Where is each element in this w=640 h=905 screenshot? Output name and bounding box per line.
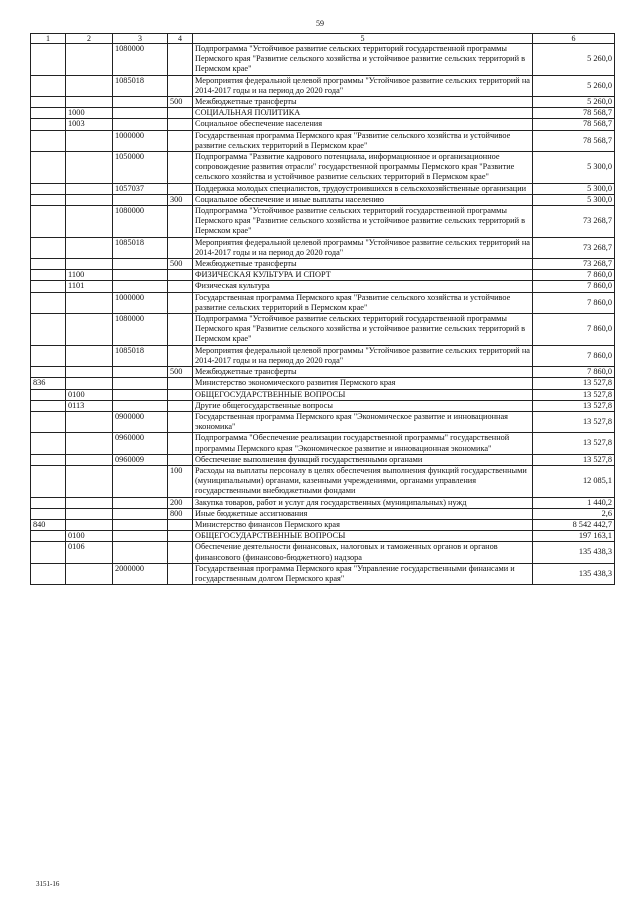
ministry-code-cell bbox=[31, 97, 66, 108]
ministry-code-cell bbox=[31, 270, 66, 281]
expense-type-cell: 300 bbox=[168, 194, 193, 205]
expense-type-cell: 200 bbox=[168, 497, 193, 508]
amount-cell: 197 163,1 bbox=[533, 531, 615, 542]
table-row bbox=[31, 119, 615, 130]
target-article-cell: 1085018 bbox=[113, 237, 168, 258]
section-code-cell: 1101 bbox=[66, 281, 113, 292]
expense-type-cell bbox=[168, 237, 193, 258]
target-article-cell bbox=[113, 108, 168, 119]
section-code-cell bbox=[66, 44, 113, 76]
target-article-cell: 1080000 bbox=[113, 314, 168, 346]
target-article-cell bbox=[113, 97, 168, 108]
item-name-cell: Межбюджетные трансферты bbox=[193, 367, 533, 378]
table-row bbox=[31, 367, 615, 378]
table-row bbox=[31, 433, 615, 454]
amount-cell: 8 542 442,7 bbox=[533, 519, 615, 530]
item-name-cell: ФИЗИЧЕСКАЯ КУЛЬТУРА И СПОРТ bbox=[193, 270, 533, 281]
amount-cell: 13 527,8 bbox=[533, 389, 615, 400]
item-name-cell: Мероприятия федеральной целевой программы "Устойчивое развитие сельских территорий на 2014-2017 годы и на период до 2020 года" bbox=[193, 237, 533, 258]
ministry-code-cell bbox=[31, 130, 66, 151]
item-name-cell: Обеспечение выполнения функций государственными органами bbox=[193, 454, 533, 465]
ministry-code-cell bbox=[31, 389, 66, 400]
section-code-cell bbox=[66, 183, 113, 194]
footer-doc-code: 3151-16 bbox=[36, 880, 60, 888]
item-name-cell: Межбюджетные трансферты bbox=[193, 97, 533, 108]
table-row bbox=[31, 108, 615, 119]
section-code-cell bbox=[66, 465, 113, 497]
target-article-cell bbox=[113, 400, 168, 411]
ministry-code-cell: 836 bbox=[31, 378, 66, 389]
table-row bbox=[31, 465, 615, 497]
table-row bbox=[31, 270, 615, 281]
ministry-code-cell bbox=[31, 400, 66, 411]
ministry-code-cell bbox=[31, 454, 66, 465]
expense-type-cell: 800 bbox=[168, 508, 193, 519]
header-col-2: 2 bbox=[66, 34, 113, 44]
amount-cell: 12 085,1 bbox=[533, 465, 615, 497]
ministry-code-cell bbox=[31, 433, 66, 454]
item-name-cell: Мероприятия федеральной целевой программы "Устойчивое развитие сельских территорий на 2014-2017 годы и на период до 2020 года" bbox=[193, 345, 533, 366]
target-article-cell bbox=[113, 119, 168, 130]
ministry-code-cell bbox=[31, 314, 66, 346]
item-name-cell: Расходы на выплаты персоналу в целях обеспечения выполнения функций государственными (муниципальными) органами, казенными учреждениями, органами управления государственными внебюджетными фондами bbox=[193, 465, 533, 497]
item-name-cell: Межбюджетные трансферты bbox=[193, 259, 533, 270]
expense-type-cell bbox=[168, 454, 193, 465]
amount-cell: 13 527,8 bbox=[533, 454, 615, 465]
section-code-cell bbox=[66, 152, 113, 184]
target-article-cell bbox=[113, 508, 168, 519]
expense-type-cell bbox=[168, 400, 193, 411]
expense-type-cell bbox=[168, 130, 193, 151]
header-col-5: 5 bbox=[193, 34, 533, 44]
item-name-cell: ОБЩЕГОСУДАРСТВЕННЫЕ ВОПРОСЫ bbox=[193, 531, 533, 542]
section-code-cell: 0100 bbox=[66, 531, 113, 542]
expense-type-cell bbox=[168, 314, 193, 346]
item-name-cell: Закупка товаров, работ и услуг для государственных (муниципальных) нужд bbox=[193, 497, 533, 508]
amount-cell: 5 300,0 bbox=[533, 183, 615, 194]
item-name-cell: Подпрограмма "Устойчивое развитие сельских территорий государственной программы Пермского края "Развитие сельского хозяйства и устойчивое развитие сельских территорий в Пермском крае" bbox=[193, 314, 533, 346]
ministry-code-cell bbox=[31, 563, 66, 584]
amount-cell: 2,6 bbox=[533, 508, 615, 519]
target-article-cell bbox=[113, 519, 168, 530]
table-row bbox=[31, 237, 615, 258]
item-name-cell: Государственная программа Пермского края "Управление государственными финансами и государственным долгом Пермского края" bbox=[193, 563, 533, 584]
ministry-code-cell bbox=[31, 292, 66, 313]
table-row bbox=[31, 378, 615, 389]
ministry-code-cell bbox=[31, 206, 66, 238]
expense-type-cell bbox=[168, 44, 193, 76]
item-name-cell: Государственная программа Пермского края "Экономическое развитие и инновационная экономика" bbox=[193, 411, 533, 432]
section-code-cell: 0100 bbox=[66, 389, 113, 400]
ministry-code-cell bbox=[31, 508, 66, 519]
item-name-cell: Физическая культура bbox=[193, 281, 533, 292]
amount-cell: 5 260,0 bbox=[533, 44, 615, 76]
amount-cell: 73 268,7 bbox=[533, 259, 615, 270]
table-row bbox=[31, 281, 615, 292]
budget-table bbox=[30, 33, 615, 585]
target-article-cell: 1000000 bbox=[113, 130, 168, 151]
ministry-code-cell bbox=[31, 194, 66, 205]
target-article-cell bbox=[113, 194, 168, 205]
ministry-code-cell bbox=[31, 281, 66, 292]
table-row bbox=[31, 411, 615, 432]
target-article-cell: 0960009 bbox=[113, 454, 168, 465]
item-name-cell: Подпрограмма "Развитие кадрового потенциала, информационное и организационное сопровождение развития отрасли" государственной программы Пермского края "Развитие сельского хозяйства и устойчивое развитие сельских территорий в Пермском крае" bbox=[193, 152, 533, 184]
amount-cell: 13 527,8 bbox=[533, 400, 615, 411]
expense-type-cell bbox=[168, 292, 193, 313]
table-row bbox=[31, 454, 615, 465]
ministry-code-cell bbox=[31, 119, 66, 130]
amount-cell: 1 440,2 bbox=[533, 497, 615, 508]
ministry-code-cell bbox=[31, 465, 66, 497]
target-article-cell bbox=[113, 378, 168, 389]
item-name-cell: Министерство финансов Пермского края bbox=[193, 519, 533, 530]
ministry-code-cell bbox=[31, 152, 66, 184]
amount-cell: 73 268,7 bbox=[533, 237, 615, 258]
header-col-1: 1 bbox=[31, 34, 66, 44]
item-name-cell: Мероприятия федеральной целевой программы "Устойчивое развитие сельских территорий на 2014-2017 годы и на период до 2020 года" bbox=[193, 75, 533, 96]
section-code-cell bbox=[66, 367, 113, 378]
item-name-cell: Иные бюджетные ассигнования bbox=[193, 508, 533, 519]
target-article-cell: 1057037 bbox=[113, 183, 168, 194]
expense-type-cell bbox=[168, 389, 193, 400]
table-row bbox=[31, 519, 615, 530]
table-row bbox=[31, 152, 615, 184]
header-col-4: 4 bbox=[168, 34, 193, 44]
expense-type-cell: 500 bbox=[168, 259, 193, 270]
item-name-cell: Министерство экономического развития Пермского края bbox=[193, 378, 533, 389]
table-row bbox=[31, 400, 615, 411]
ministry-code-cell bbox=[31, 44, 66, 76]
ministry-code-cell bbox=[31, 367, 66, 378]
item-name-cell: Поддержка молодых специалистов, трудоустроившихся в сельскохозяйственные организации bbox=[193, 183, 533, 194]
table-row bbox=[31, 314, 615, 346]
ministry-code-cell bbox=[31, 183, 66, 194]
amount-cell: 7 860,0 bbox=[533, 281, 615, 292]
header-col-6: 6 bbox=[533, 34, 615, 44]
target-article-cell bbox=[113, 270, 168, 281]
target-article-cell bbox=[113, 281, 168, 292]
ministry-code-cell bbox=[31, 259, 66, 270]
target-article-cell bbox=[113, 542, 168, 563]
target-article-cell: 2000000 bbox=[113, 563, 168, 584]
expense-type-cell bbox=[168, 378, 193, 389]
amount-cell: 7 860,0 bbox=[533, 367, 615, 378]
page-number: 59 bbox=[316, 19, 324, 28]
amount-cell: 135 438,3 bbox=[533, 542, 615, 563]
item-name-cell: Государственная программа Пермского края "Развитие сельского хозяйства и устойчивое развитие сельских территорий в Пермском крае" bbox=[193, 130, 533, 151]
amount-cell: 5 300,0 bbox=[533, 152, 615, 184]
section-code-cell bbox=[66, 97, 113, 108]
amount-cell: 5 260,0 bbox=[533, 75, 615, 96]
section-code-cell: 0106 bbox=[66, 542, 113, 563]
section-code-cell bbox=[66, 454, 113, 465]
section-code-cell bbox=[66, 194, 113, 205]
ministry-code-cell bbox=[31, 345, 66, 366]
table-row bbox=[31, 44, 615, 76]
expense-type-cell: 500 bbox=[168, 97, 193, 108]
amount-cell: 78 568,7 bbox=[533, 119, 615, 130]
table-row bbox=[31, 194, 615, 205]
target-article-cell: 1080000 bbox=[113, 206, 168, 238]
table-row bbox=[31, 292, 615, 313]
target-article-cell: 1085018 bbox=[113, 75, 168, 96]
expense-type-cell bbox=[168, 531, 193, 542]
amount-cell: 5 300,0 bbox=[533, 194, 615, 205]
item-name-cell: Подпрограмма "Устойчивое развитие сельских территорий государственной программы Пермского края "Развитие сельского хозяйства и устойчивое развитие сельских территорий в Пермском крае" bbox=[193, 44, 533, 76]
table-row bbox=[31, 345, 615, 366]
target-article-cell bbox=[113, 259, 168, 270]
expense-type-cell bbox=[168, 563, 193, 584]
target-article-cell bbox=[113, 531, 168, 542]
section-code-cell: 1003 bbox=[66, 119, 113, 130]
table-row bbox=[31, 183, 615, 194]
item-name-cell: Социальное обеспечение и иные выплаты населению bbox=[193, 194, 533, 205]
section-code-cell: 0113 bbox=[66, 400, 113, 411]
expense-type-cell bbox=[168, 519, 193, 530]
target-article-cell bbox=[113, 465, 168, 497]
ministry-code-cell bbox=[31, 237, 66, 258]
section-code-cell bbox=[66, 563, 113, 584]
section-code-cell bbox=[66, 433, 113, 454]
item-name-cell: СОЦИАЛЬНАЯ ПОЛИТИКА bbox=[193, 108, 533, 119]
amount-cell: 13 527,8 bbox=[533, 433, 615, 454]
amount-cell: 78 568,7 bbox=[533, 130, 615, 151]
expense-type-cell bbox=[168, 433, 193, 454]
ministry-code-cell: 840 bbox=[31, 519, 66, 530]
item-name-cell: Подпрограмма "Обеспечение реализации государственной программы" государственной программы Пермского края "Экономическое развитие и инновационная экономика" bbox=[193, 433, 533, 454]
expense-type-cell bbox=[168, 108, 193, 119]
item-name-cell: Другие общегосударственные вопросы bbox=[193, 400, 533, 411]
item-name-cell: Подпрограмма "Устойчивое развитие сельских территорий государственной программы Пермского края "Развитие сельского хозяйства и устойчивое развитие сельских территорий в Пермском крае" bbox=[193, 206, 533, 238]
item-name-cell: Обеспечение деятельности финансовых, налоговых и таможенных органов и органов финансового (финансово-бюджетного) надзора bbox=[193, 542, 533, 563]
target-article-cell: 1050000 bbox=[113, 152, 168, 184]
ministry-code-cell bbox=[31, 108, 66, 119]
amount-cell: 7 860,0 bbox=[533, 314, 615, 346]
expense-type-cell bbox=[168, 119, 193, 130]
target-article-cell: 0960000 bbox=[113, 433, 168, 454]
expense-type-cell bbox=[168, 75, 193, 96]
target-article-cell bbox=[113, 367, 168, 378]
amount-cell: 13 527,8 bbox=[533, 378, 615, 389]
section-code-cell bbox=[66, 378, 113, 389]
target-article-cell: 1080000 bbox=[113, 44, 168, 76]
section-code-cell: 1000 bbox=[66, 108, 113, 119]
expense-type-cell bbox=[168, 345, 193, 366]
header-col-3: 3 bbox=[113, 34, 168, 44]
expense-type-cell bbox=[168, 270, 193, 281]
table-row bbox=[31, 259, 615, 270]
amount-cell: 7 860,0 bbox=[533, 270, 615, 281]
section-code-cell bbox=[66, 130, 113, 151]
ministry-code-cell bbox=[31, 542, 66, 563]
target-article-cell bbox=[113, 497, 168, 508]
ministry-code-cell bbox=[31, 531, 66, 542]
amount-cell: 73 268,7 bbox=[533, 206, 615, 238]
section-code-cell bbox=[66, 314, 113, 346]
expense-type-cell: 100 bbox=[168, 465, 193, 497]
ministry-code-cell bbox=[31, 497, 66, 508]
item-name-cell: ОБЩЕГОСУДАРСТВЕННЫЕ ВОПРОСЫ bbox=[193, 389, 533, 400]
section-code-cell bbox=[66, 259, 113, 270]
section-code-cell bbox=[66, 75, 113, 96]
table-row bbox=[31, 75, 615, 96]
table-row bbox=[31, 497, 615, 508]
section-code-cell bbox=[66, 206, 113, 238]
section-code-cell bbox=[66, 292, 113, 313]
table-row bbox=[31, 206, 615, 238]
section-code-cell bbox=[66, 497, 113, 508]
expense-type-cell bbox=[168, 281, 193, 292]
header-row bbox=[31, 34, 615, 44]
section-code-cell bbox=[66, 519, 113, 530]
section-code-cell bbox=[66, 508, 113, 519]
target-article-cell bbox=[113, 389, 168, 400]
expense-type-cell bbox=[168, 542, 193, 563]
section-code-cell bbox=[66, 345, 113, 366]
amount-cell: 7 860,0 bbox=[533, 345, 615, 366]
amount-cell: 5 260,0 bbox=[533, 97, 615, 108]
amount-cell: 13 527,8 bbox=[533, 411, 615, 432]
table-row bbox=[31, 563, 615, 584]
target-article-cell: 0900000 bbox=[113, 411, 168, 432]
table-row bbox=[31, 389, 615, 400]
table-row bbox=[31, 130, 615, 151]
amount-cell: 135 438,3 bbox=[533, 563, 615, 584]
ministry-code-cell bbox=[31, 411, 66, 432]
item-name-cell: Социальное обеспечение населения bbox=[193, 119, 533, 130]
table-row bbox=[31, 508, 615, 519]
expense-type-cell: 500 bbox=[168, 367, 193, 378]
expense-type-cell bbox=[168, 206, 193, 238]
table-row bbox=[31, 531, 615, 542]
expense-type-cell bbox=[168, 152, 193, 184]
table-row bbox=[31, 97, 615, 108]
amount-cell: 7 860,0 bbox=[533, 292, 615, 313]
target-article-cell: 1000000 bbox=[113, 292, 168, 313]
amount-cell: 78 568,7 bbox=[533, 108, 615, 119]
table-row bbox=[31, 542, 615, 563]
target-article-cell: 1085018 bbox=[113, 345, 168, 366]
section-code-cell bbox=[66, 411, 113, 432]
ministry-code-cell bbox=[31, 75, 66, 96]
expense-type-cell bbox=[168, 183, 193, 194]
expense-type-cell bbox=[168, 411, 193, 432]
section-code-cell: 1100 bbox=[66, 270, 113, 281]
item-name-cell: Государственная программа Пермского края "Развитие сельского хозяйства и устойчивое развитие сельских территорий в Пермском крае" bbox=[193, 292, 533, 313]
section-code-cell bbox=[66, 237, 113, 258]
